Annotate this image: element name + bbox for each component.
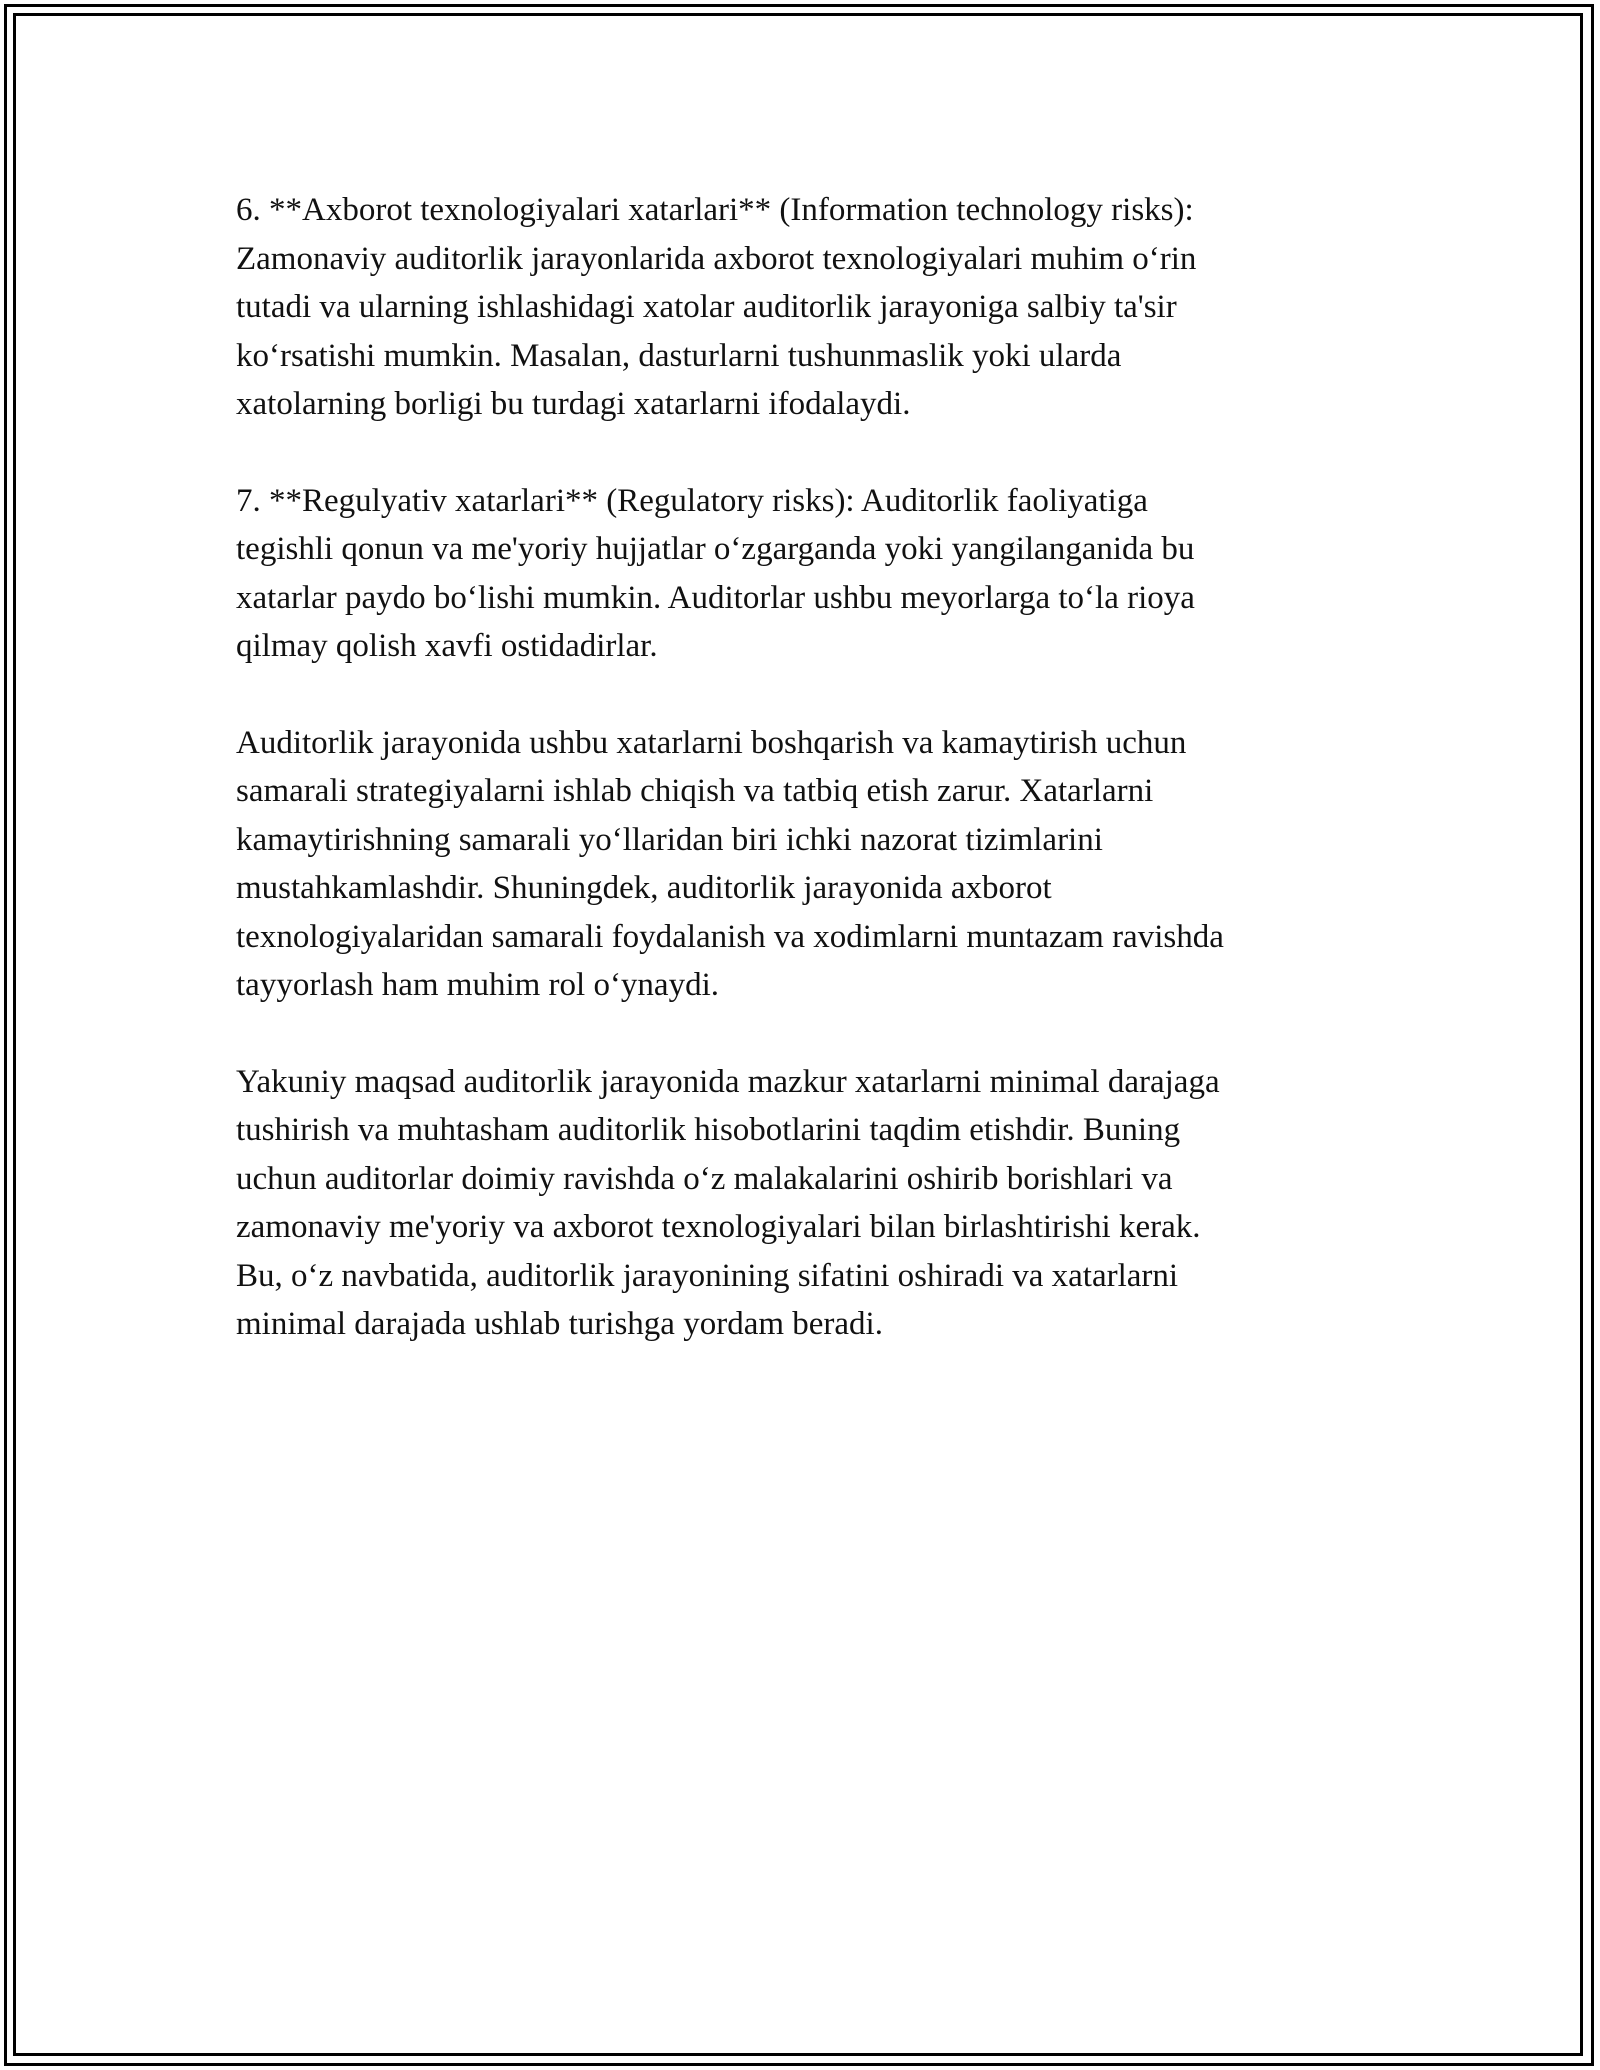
text-line: tutadi va ularning ishlashidagi xatolar auditorlik jarayoniga salbiy ta'sir [236, 289, 1177, 325]
text-line: texnologiyalaridan samarali foydalanish va xodimlarni muntazam ravishda [236, 918, 1224, 955]
text-line: tushirish va muhtasham auditorlik hisobotlarini taqdim etishdir. Buning [236, 1112, 1181, 1148]
text-line: Bu, o‘z navbatida, auditorlik jarayonining sifatini oshiradi va xatarlarni [236, 1257, 1179, 1294]
text-line: minimal darajada ushlab turishga yordam beradi. [236, 1306, 883, 1342]
text-line: Zamonaviy auditorlik jarayonlarida axborot texnologiyalari muhim o‘rin [236, 240, 1197, 277]
paragraph-it-risks [236, 186, 1366, 429]
document-body [236, 186, 1366, 1397]
text-line: tayyorlash ham muhim rol o‘ynaydi. [236, 967, 719, 1003]
text-line: xatarlar paydo bo‘lishi mumkin. Auditorlar ushbu meyorlarga to‘la rioya [236, 579, 1195, 616]
text-line: samarali strategiyalarni ishlab chiqish va tatbiq etish zarur. Xatarlarni [236, 773, 1154, 809]
text-line: Auditorlik jarayonida ushbu xatarlarni boshqarish va kamaytirish uchun [236, 724, 1187, 761]
text-line: Yakuniy maqsad auditorlik jarayonida mazkur xatarlarni minimal darajaga [236, 1063, 1220, 1100]
text-line: 6. **Axborot texnologiyalari xatarlari** (Information technology risks): [236, 192, 1194, 228]
text-line: ko‘rsatishi mumkin. Masalan, dasturlarni tushunmaslik yoki ularda [236, 337, 1122, 374]
text-line: kamaytirishning samarali yo‘llaridan biri ichki nazorat tizimlarini [236, 821, 1103, 858]
paragraph-conclusion [236, 1058, 1366, 1349]
text-line: 7. **Regulyativ xatarlari** (Regulatory risks): Auditorlik faoliyatiga [236, 482, 1148, 519]
text-line: xatolarning borligi bu turdagi xatarlarni ifodalaydi. [236, 386, 911, 422]
paragraph-risk-management [236, 719, 1366, 1010]
text-line: zamonaviy me'yoriy va axborot texnologiyalari bilan birlashtirishi kerak. [236, 1209, 1201, 1245]
text-line: uchun auditorlar doimiy ravishda o‘z malakalarini oshirib borishlari va [236, 1160, 1173, 1197]
text-line: qilmay qolish xavfi ostidadirlar. [236, 628, 658, 664]
paragraph-regulatory-risks [236, 477, 1366, 671]
text-line: mustahkamlashdir. Shuningdek, auditorlik jarayonida axborot [236, 870, 1052, 906]
text-line: tegishli qonun va me'yoriy hujjatlar o‘zgarganda yoki yangilanganida bu [236, 531, 1195, 567]
